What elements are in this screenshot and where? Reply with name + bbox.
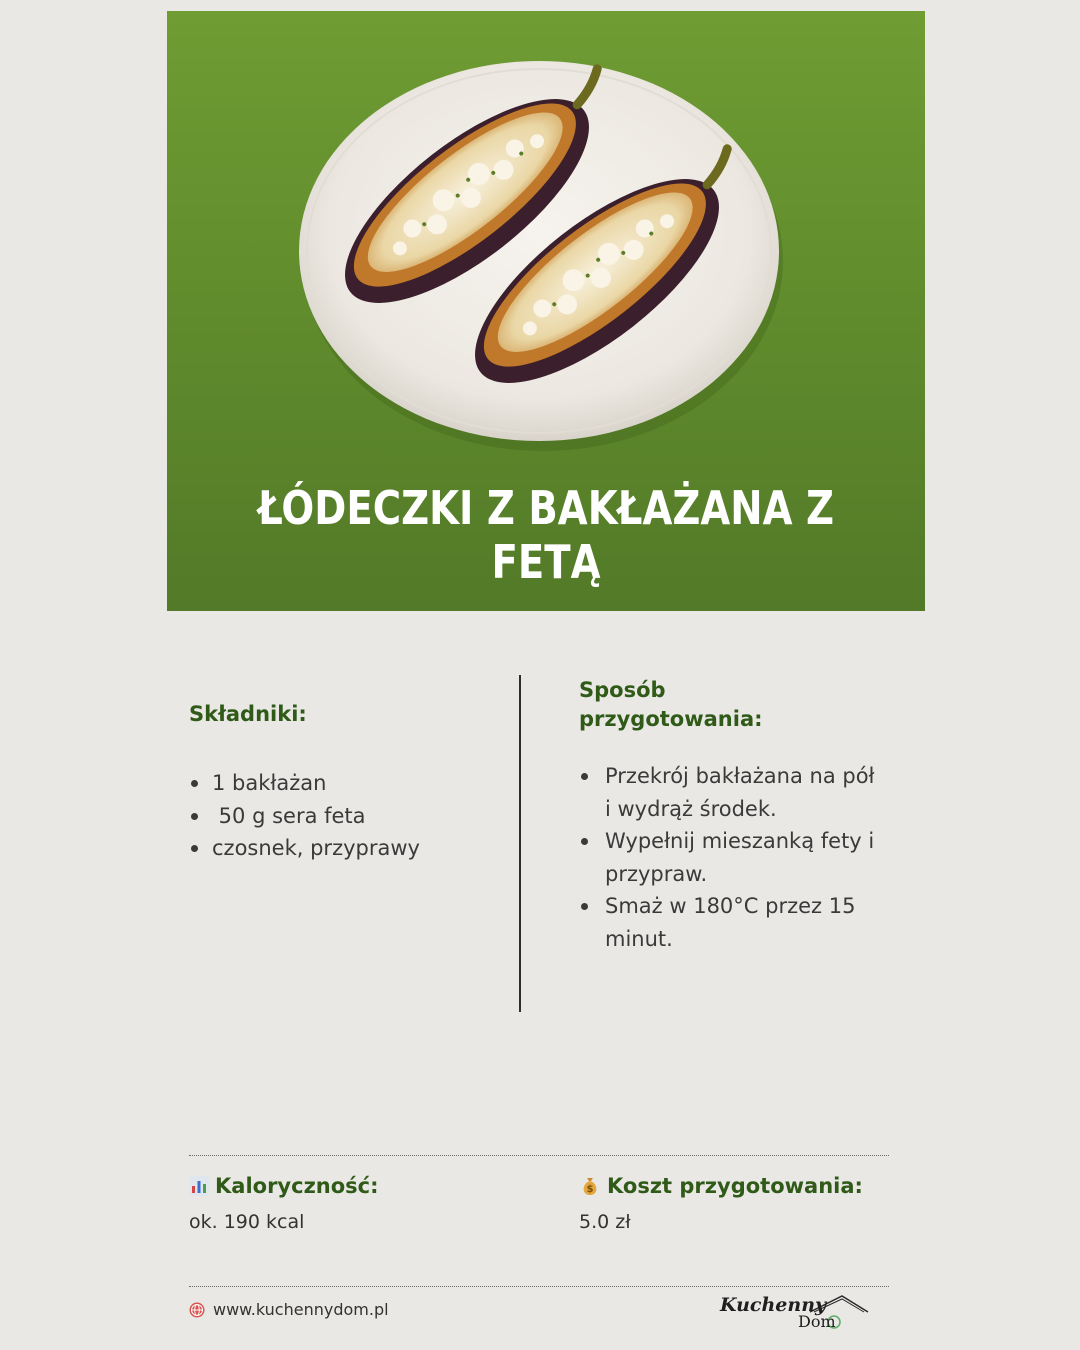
ingredient-item: 1 bakłażan bbox=[189, 767, 489, 800]
cost-label bbox=[579, 1174, 863, 1198]
money-bag-icon bbox=[579, 1175, 601, 1197]
method-step: Smaż w 180°C przez 15 minut. bbox=[579, 890, 885, 955]
kuchenny-dom-logo bbox=[718, 1292, 878, 1336]
logo-word-top: Kuchenny bbox=[720, 1294, 827, 1316]
ingredient-item: 50 g sera feta bbox=[189, 800, 489, 833]
recipe-title: ŁÓDECZKI Z BAKŁAŻANA Z FETĄ bbox=[257, 481, 835, 589]
cost-label-text: Koszt przygotowania: bbox=[607, 1174, 863, 1198]
hero-banner bbox=[167, 11, 925, 611]
website-text: www.kuchennydom.pl bbox=[213, 1300, 389, 1319]
calories-label bbox=[189, 1174, 379, 1198]
dotted-divider-top bbox=[189, 1155, 889, 1156]
method-steps-list bbox=[579, 760, 899, 955]
ingredients-heading: Składniki: bbox=[189, 702, 307, 726]
calories-label-text: Kaloryczność: bbox=[215, 1174, 379, 1198]
column-divider bbox=[519, 675, 521, 1012]
method-heading: Sposób przygotowania: bbox=[579, 678, 763, 731]
bar-chart-icon bbox=[189, 1176, 209, 1196]
logo-word-bottom: Dom bbox=[798, 1312, 836, 1331]
method-section bbox=[579, 676, 899, 955]
stuffed-eggplant-photo bbox=[167, 11, 925, 471]
ingredients-list bbox=[189, 767, 489, 865]
ingredient-item: czosnek, przyprawy bbox=[189, 832, 489, 865]
method-step: Wypełnij mieszanką fety i przypraw. bbox=[579, 825, 885, 890]
globe-icon bbox=[189, 1302, 205, 1318]
svg-text:$: $ bbox=[586, 1184, 594, 1195]
ingredients-section bbox=[189, 700, 489, 865]
calories-value: ok. 190 kcal bbox=[189, 1211, 305, 1233]
dotted-divider-bottom bbox=[189, 1286, 889, 1287]
cost-value: 5.0 zł bbox=[579, 1211, 631, 1233]
method-step: Przekrój bakłażana na pół i wydrąż środek. bbox=[579, 760, 885, 825]
website-link[interactable] bbox=[189, 1300, 389, 1319]
